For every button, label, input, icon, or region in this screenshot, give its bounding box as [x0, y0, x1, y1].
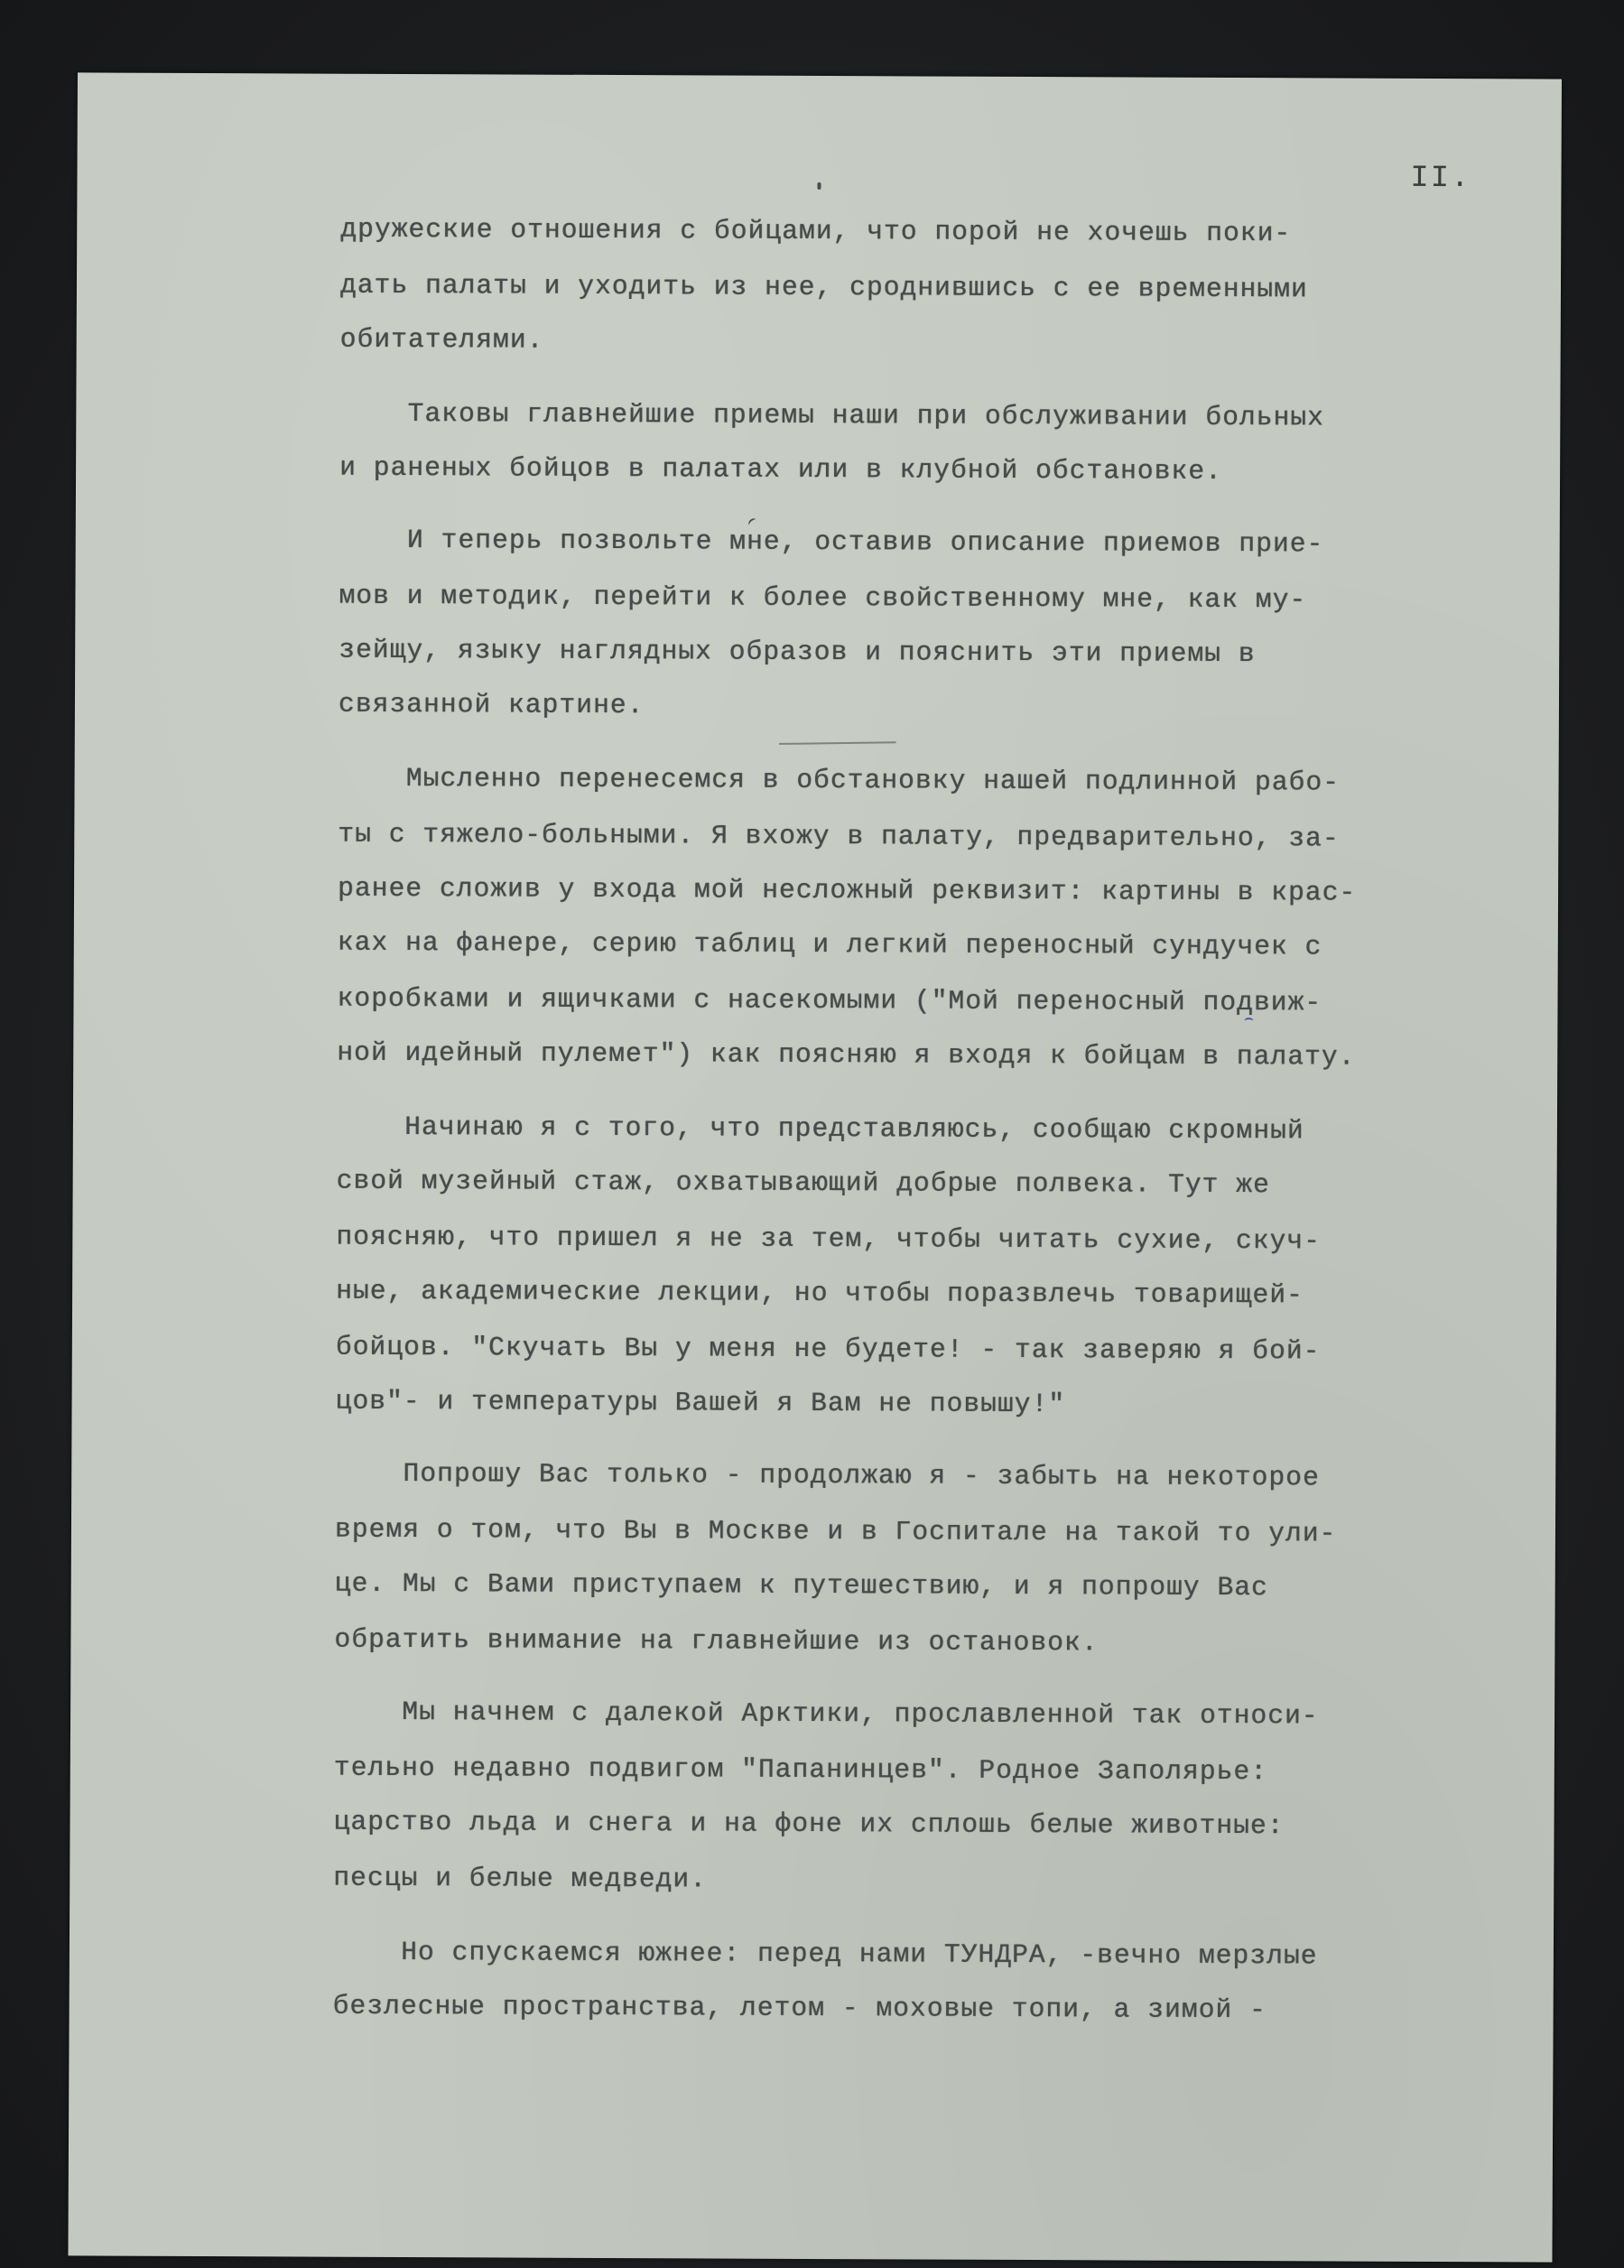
text-line: ные, академические лекции, но чтобы поразвлечь товарищей-	[336, 1275, 1304, 1311]
text-line: Попрошу Вас только - продолжаю я - забыть на некоторое	[335, 1457, 1320, 1493]
text-line: дружеские отношения с бойцами, что порой не хочешь поки-	[340, 213, 1292, 249]
text-line: це. Мы с Вами приступаем к путешествию, и я попрошу Вас	[334, 1567, 1268, 1603]
text-line: поясняю, что пришел я не за тем, чтобы читать сухие, скуч-	[336, 1221, 1322, 1257]
text-line: зейщу, языку наглядных образов и пояснить эти приемы в	[339, 634, 1256, 670]
text-line: цов"- и температуры Вашей я Вам не повышу!"	[335, 1385, 1066, 1420]
text-line: обитателями.	[339, 323, 544, 356]
text-line: дать палаты и уходить из нее, сроднившись с ее временными	[339, 269, 1308, 305]
text-line: царство льда и снега и на фоне их сплошь белые животные:	[333, 1806, 1285, 1842]
text-line: тельно недавно подвигом "Папанинцев". Родное Заполярье:	[333, 1752, 1268, 1788]
typed-text-body	[332, 211, 1586, 2026]
text-line: Таковы главнейшие приемы наши при обслуживании больных	[339, 397, 1325, 433]
text-line: Начинаю я с того, что представляюсь, сообщаю скромный	[336, 1111, 1304, 1147]
ink-dot	[817, 182, 821, 190]
text-line: ранее сложив у входа мой несложный реквизит: картины в крас-	[337, 872, 1357, 908]
text-line: мов и методик, перейти к более свойственному мне, как му-	[339, 580, 1307, 616]
text-line: ках на фанере, серию таблиц и легкий переносный сундучек с	[337, 926, 1322, 962]
text-line: время о том, что Вы в Москве и в Госпитале на такой то ули-	[334, 1513, 1337, 1549]
text-line: Мысленно перенесемся в обстановку нашей подлинной рабо-	[338, 762, 1341, 798]
text-line: обратить внимание на главнейшие из остановок.	[334, 1623, 1099, 1659]
text-line: коробками и ящичками с насекомыми ("Мой переносный подвиж-	[337, 982, 1322, 1018]
text-line: бойцов. "Скучать Вы у меня не будете! - так заверяю я бой-	[335, 1331, 1321, 1367]
text-line: Мы начнем с далекой Арктики, прославленной так относи-	[334, 1696, 1319, 1732]
text-line: И теперь позвольте мне, оставив описание приемов прие-	[339, 524, 1324, 560]
text-line: связанной картине.	[338, 688, 645, 721]
pencil-stroke	[779, 741, 896, 745]
text-line: безлесные пространства, летом - моховые топи, а зимой -	[332, 1990, 1267, 2026]
text-line: ной идейный пулемет") как поясняю я входя к бойцам в палату.	[337, 1036, 1356, 1073]
page-number: II.	[1410, 161, 1471, 197]
text-line: ты с тяжело-больными. Я вхожу в палату, предварительно, за-	[338, 818, 1340, 854]
text-line: Но спускаемся южнее: перед нами ТУНДРА, -вечно мерзлые	[332, 1936, 1318, 1972]
text-line: и раненых бойцов в палатах или в клубной обстановке.	[339, 451, 1222, 487]
text-line: свой музейный стаж, охватывающий добрые полвека. Тут же	[336, 1165, 1270, 1201]
text-line: песцы и белые медведи.	[333, 1862, 708, 1895]
document-page	[68, 72, 1562, 2262]
